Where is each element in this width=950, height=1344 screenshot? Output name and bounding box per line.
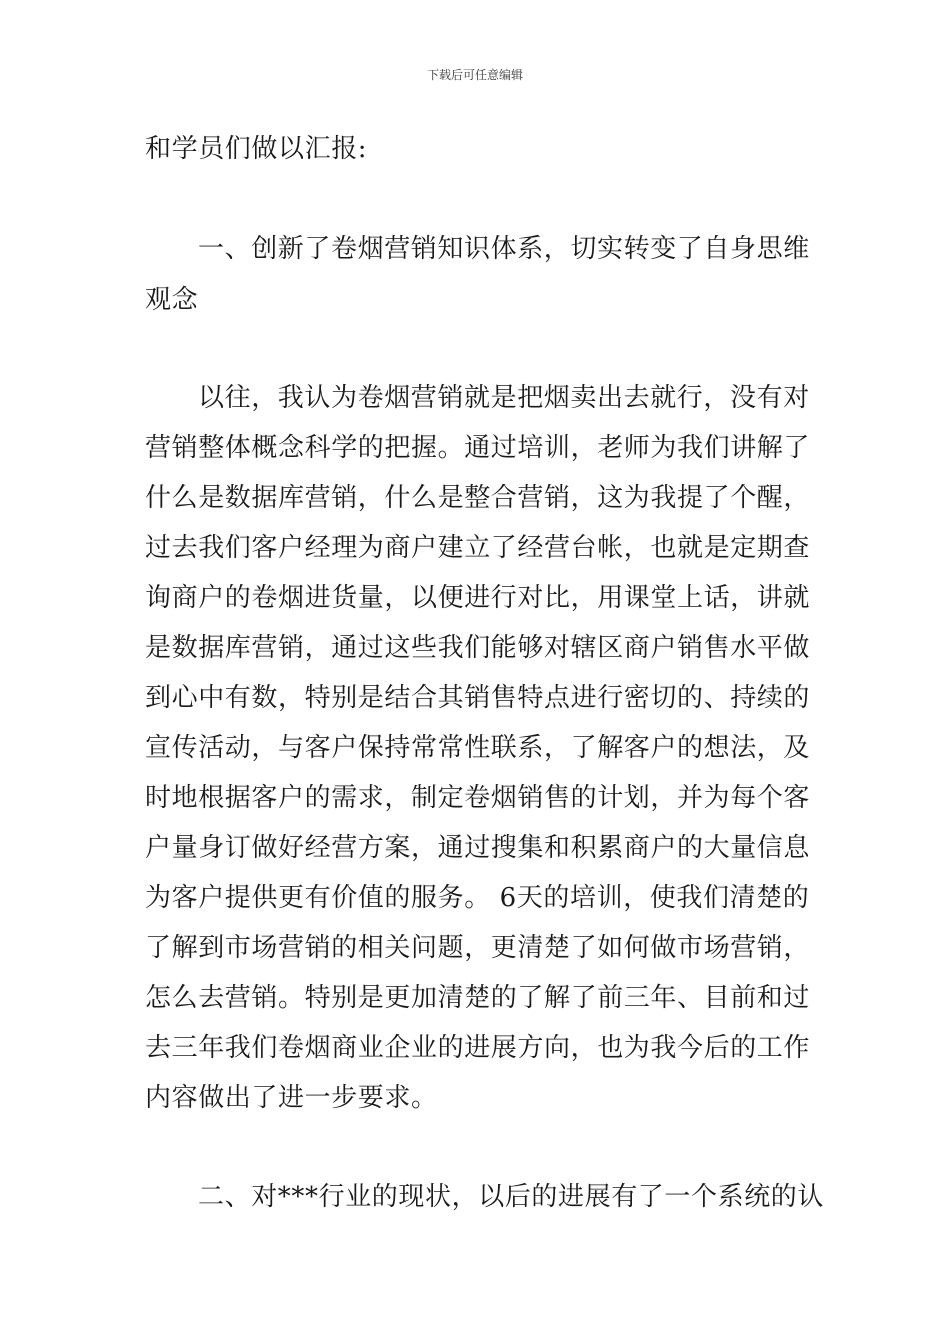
text-line: 为客户提供更有价值的服务。 6天的培训，使我们清楚的 [145, 883, 810, 913]
header-note: 下载后可任意编辑 [426, 68, 523, 82]
text-line: 过去我们客户经理为商户建立了经营台帐，也就是定期查 [145, 533, 811, 563]
text-line: 什么是数据库营销，什么是整合营销，这为我提了个醒， [145, 483, 811, 513]
text-line: 是数据库营销，通过这些我们能够对辖区商户销售水平做 [145, 633, 811, 663]
text-line: 宣传活动，与客户保持常常性联系，了解客户的想法，及 [145, 733, 811, 763]
text-line: 到心中有数，特别是结合其销售特点进行密切的、持续的 [145, 683, 811, 713]
text-line: 内容做出了进一步要求。 [145, 1083, 438, 1113]
text-line: 以往，我认为卷烟营销就是把烟卖出去就行，没有对 [198, 383, 810, 413]
text-line: 了解到市场营销的相关问题，更清楚了如何做市场营销， [145, 933, 811, 963]
text-line: 和学员们做以汇报: [145, 134, 368, 164]
text-line: 户量身订做好经营方案，通过搜集和积累商户的大量信息 [145, 833, 811, 863]
section-heading-continued: 观念 [145, 285, 199, 315]
text-line: 时地根据客户的需求，制定卷烟销售的计划，并为每个客 [145, 783, 811, 813]
text-line: 询商户的卷烟进货量，以便进行对比，用课堂上话，讲就 [145, 583, 811, 613]
section-heading: 二、对***行业的现状，以后的进展有了一个系统的认 [198, 1182, 825, 1212]
text-line: 怎么去营销。特别是更加清楚的了解了前三年、目前和过 [145, 983, 811, 1013]
section-heading: 一、创新了卷烟营销知识体系，切实转变了自身思维 [198, 234, 810, 264]
text-line: 营销整体概念科学的把握。通过培训，老师为我们讲解了 [145, 433, 811, 463]
text-line: 去三年我们卷烟商业企业的进展方向，也为我今后的工作 [145, 1033, 811, 1063]
